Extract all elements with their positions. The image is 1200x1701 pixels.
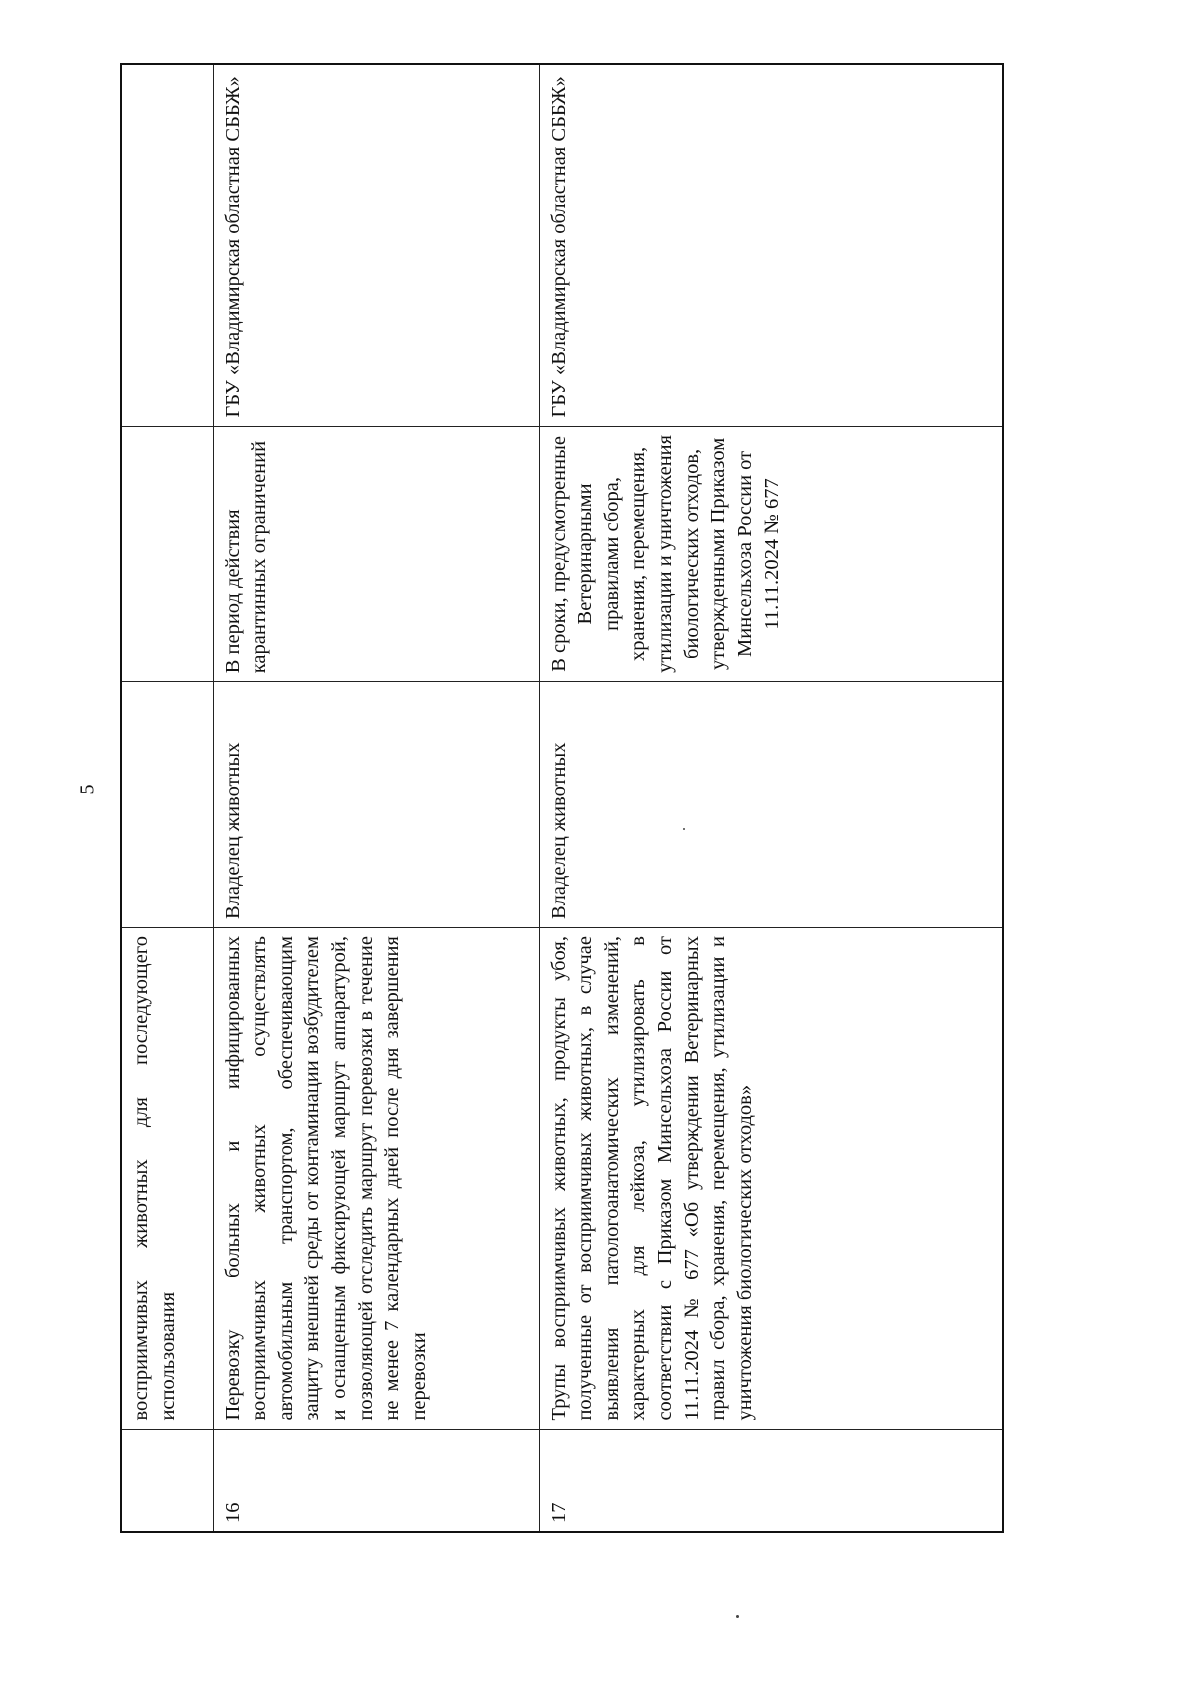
measure-text: восприимчивых животных для последующего использования bbox=[121, 928, 213, 1430]
measures-table bbox=[120, 63, 1004, 1533]
measure-text: Трупы восприимчивых животных, продукты убоя, полученные от восприимчивых животных, в случае выявления патологоанатомических изменений, характерных для лейкоза, утилизировать в соответствии с Приказом Минсельхоза России от 11.11.2024 № 677 «Об утверждении Ветеринарных правил сбора, хранения, перемещения, утилизации и уничтожения биологических отходов» bbox=[539, 928, 1003, 1430]
responsible-text: ГБУ «Владимирская областная СББЖ» bbox=[213, 64, 539, 426]
scan-speck bbox=[683, 828, 685, 830]
row-number: 16 bbox=[213, 1429, 539, 1532]
measures-table-frame bbox=[120, 63, 1004, 1533]
table-row bbox=[121, 64, 213, 1532]
term-text bbox=[121, 426, 213, 682]
measure-text: Перевозку больных и инфицированных восприимчивых животных осуществлять автомобильным транспортом, обеспечивающим защиту внешней среды от контаминации возбудителем и оснащенным фиксирующей маршрут аппаратурой, позволяющей отследить маршрут перевозки в течение не менее 7 календарных дней после дня завершения перевозки bbox=[213, 928, 539, 1430]
responsible-text bbox=[121, 64, 213, 426]
responsible-text: ГБУ «Владимирская областная СББЖ» bbox=[539, 64, 1003, 426]
scan-speck bbox=[736, 1615, 739, 1618]
term-text: В сроки, предусмотренные Ветеринарными правилами сбора, хранения, перемещения, утилизации и уничтожения биологических отходов, утвержденными Приказом Минсельхоза России от 11.11.2024 № 677 bbox=[539, 426, 1003, 682]
executor-text: Владелец животных bbox=[213, 682, 539, 928]
row-number: 17 bbox=[539, 1429, 1003, 1532]
executor-text bbox=[121, 682, 213, 928]
executor-text: Владелец животных bbox=[539, 682, 1003, 928]
page-number: 5 bbox=[76, 784, 99, 795]
table-row bbox=[539, 64, 1003, 1532]
row-number bbox=[121, 1429, 213, 1532]
term-text: В период действия карантинных ограничений bbox=[213, 426, 539, 682]
table-row bbox=[213, 64, 539, 1532]
